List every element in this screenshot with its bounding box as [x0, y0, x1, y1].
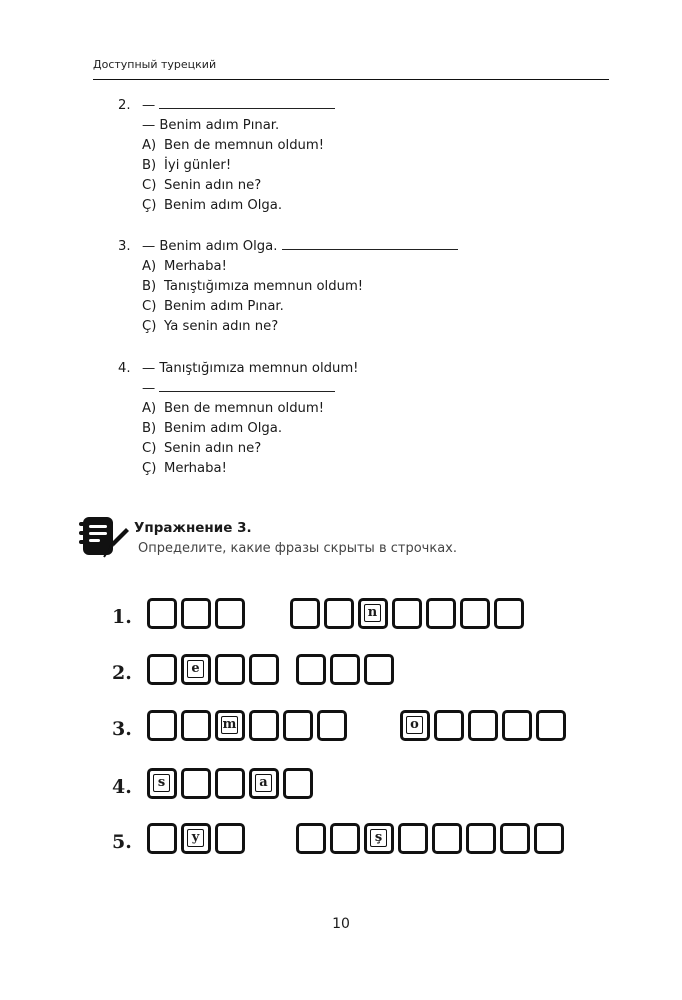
letter-box[interactable] — [536, 710, 566, 741]
option-text[interactable]: İyi günler! — [164, 158, 232, 173]
letter-box[interactable] — [534, 823, 564, 854]
puzzle-number: 3. — [112, 718, 132, 740]
given-letter: a — [255, 774, 272, 792]
option-letter: B) — [142, 421, 157, 436]
letter-box[interactable] — [147, 654, 177, 685]
letter-box[interactable] — [364, 823, 394, 854]
letter-box[interactable] — [181, 710, 211, 741]
letter-box[interactable] — [398, 823, 428, 854]
option-letter: Ç) — [142, 198, 157, 213]
option-letter: A) — [142, 138, 157, 153]
option-letter: Ç) — [142, 461, 157, 476]
letter-box[interactable] — [426, 598, 456, 629]
letter-box[interactable] — [434, 710, 464, 741]
dialog-line: — — [142, 98, 156, 113]
option-letter: A) — [142, 259, 157, 274]
header-rule — [93, 79, 609, 80]
letter-box[interactable] — [249, 654, 279, 685]
option-text[interactable]: Tanıştığımıza memnun oldum! — [164, 279, 364, 294]
letter-box[interactable] — [296, 654, 326, 685]
letter-box[interactable] — [392, 598, 422, 629]
letter-box[interactable] — [147, 710, 177, 741]
letter-box[interactable] — [324, 598, 354, 629]
letter-box[interactable] — [249, 710, 279, 741]
given-letter: m — [222, 717, 237, 732]
option-text[interactable]: Benim adım Olga. — [164, 421, 283, 436]
letter-box[interactable] — [147, 598, 177, 629]
puzzle-number: 2. — [112, 662, 132, 684]
running-header: Доступный турецкий — [93, 58, 217, 71]
letter-box[interactable] — [215, 654, 245, 685]
answer-blank[interactable] — [282, 237, 458, 250]
option-text[interactable]: Senin adın ne? — [164, 441, 262, 456]
dialog-line: — Benim adım Pınar. — [142, 118, 280, 133]
letter-box[interactable] — [249, 768, 279, 799]
answer-blank[interactable] — [159, 379, 335, 392]
option-letter: C) — [142, 299, 157, 314]
page-number: 10 — [332, 916, 350, 932]
question-number: 2. — [118, 98, 131, 113]
exercise-instruction: Определите, какие фразы скрыты в строчках. — [138, 541, 457, 556]
given-letter: ş — [370, 829, 387, 847]
given-letter: y — [187, 829, 204, 847]
letter-box[interactable] — [290, 598, 320, 629]
letter-box[interactable] — [330, 823, 360, 854]
given-letter: s — [153, 774, 170, 792]
letter-box[interactable] — [400, 710, 430, 741]
question-number: 4. — [118, 361, 131, 376]
letter-box[interactable] — [283, 710, 313, 741]
letter-box[interactable] — [181, 598, 211, 629]
letter-box[interactable] — [215, 823, 245, 854]
dialog-line: — Benim adım Olga. — [142, 239, 278, 254]
given-letter: o — [406, 716, 423, 734]
option-letter: B) — [142, 279, 157, 294]
given-letter: e — [187, 660, 204, 678]
letter-box[interactable] — [317, 710, 347, 741]
option-text[interactable]: Ben de memnun oldum! — [164, 138, 325, 153]
option-letter: B) — [142, 158, 157, 173]
letter-box[interactable] — [181, 768, 211, 799]
letter-box[interactable] — [500, 823, 530, 854]
letter-box[interactable] — [147, 823, 177, 854]
answer-blank[interactable] — [159, 96, 335, 109]
letter-box[interactable] — [215, 768, 245, 799]
option-text[interactable]: Senin adın ne? — [164, 178, 262, 193]
puzzle-number: 5. — [112, 831, 132, 853]
puzzle-number: 4. — [112, 776, 132, 798]
letter-box[interactable] — [432, 823, 462, 854]
option-text[interactable]: Benim adım Olga. — [164, 198, 283, 213]
given-letter: n — [364, 604, 381, 622]
letter-box[interactable] — [494, 598, 524, 629]
letter-box[interactable] — [181, 823, 211, 854]
letter-box[interactable] — [502, 710, 532, 741]
dialog-line: — — [142, 381, 156, 396]
letter-box[interactable] — [296, 823, 326, 854]
exercise-title: Упражнение 3. — [134, 520, 252, 536]
letter-box[interactable] — [460, 598, 490, 629]
letter-box[interactable] — [181, 654, 211, 685]
option-letter: A) — [142, 401, 157, 416]
dialog-line: — Tanıştığımıza memnun oldum! — [142, 361, 359, 376]
letter-box[interactable] — [466, 823, 496, 854]
option-text[interactable]: Benim adım Pınar. — [164, 299, 284, 314]
option-text[interactable]: Merhaba! — [164, 461, 227, 476]
letter-box[interactable] — [215, 710, 245, 741]
letter-box[interactable] — [468, 710, 498, 741]
option-text[interactable]: Merhaba! — [164, 259, 227, 274]
notebook-pen-icon — [78, 513, 130, 565]
letter-box[interactable] — [283, 768, 313, 799]
puzzle-number: 1. — [112, 606, 132, 628]
letter-box[interactable] — [358, 598, 388, 629]
option-text[interactable]: Ben de memnun oldum! — [164, 401, 325, 416]
question-number: 3. — [118, 239, 131, 254]
option-letter: C) — [142, 178, 157, 193]
letter-box[interactable] — [215, 598, 245, 629]
letter-box[interactable] — [330, 654, 360, 685]
option-letter: Ç) — [142, 319, 157, 334]
letter-box[interactable] — [147, 768, 177, 799]
letter-box[interactable] — [364, 654, 394, 685]
option-letter: C) — [142, 441, 157, 456]
option-text[interactable]: Ya senin adın ne? — [164, 319, 279, 334]
